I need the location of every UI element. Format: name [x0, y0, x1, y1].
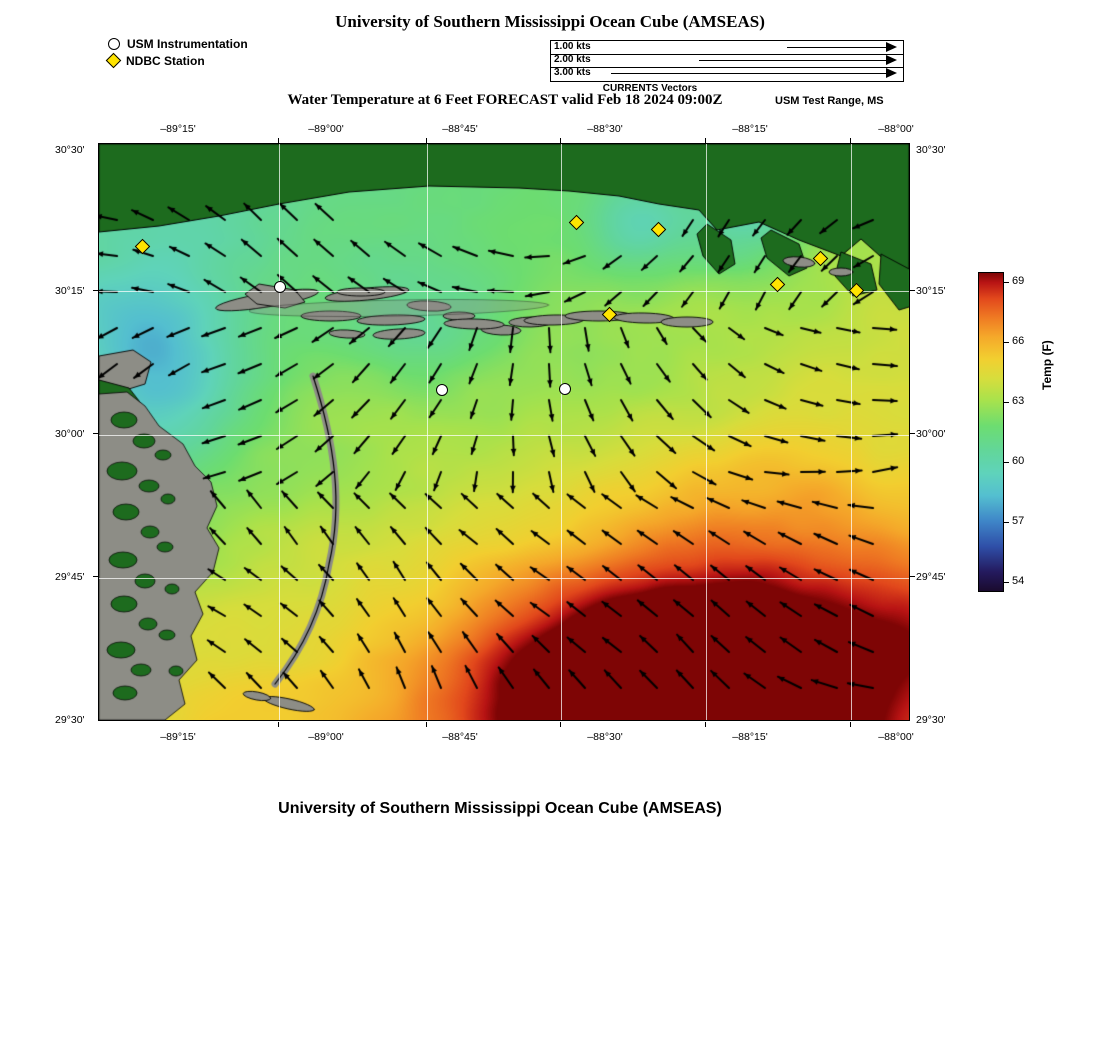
- vector-key-arrow-2: [886, 55, 897, 65]
- vector-key-arrow-1: [886, 42, 897, 52]
- axis-tick-bottom: [705, 722, 706, 727]
- axis-label-y-left: 30°15': [55, 285, 85, 297]
- usm-instrumentation-marker[interactable]: [274, 281, 286, 293]
- gridline-vertical: [851, 144, 852, 720]
- legend-label-ndbc: NDBC Station: [126, 53, 205, 68]
- map-plot-area[interactable]: [98, 143, 910, 721]
- gridline-vertical: [427, 144, 428, 720]
- colorbar-label: 54: [1012, 575, 1025, 587]
- axis-tick-right: [910, 433, 915, 434]
- page-title: University of Southern Mississippi Ocean Cube (AMSEAS): [335, 12, 765, 31]
- gridline-horizontal: [99, 578, 909, 579]
- axis-tick-bottom: [426, 722, 427, 727]
- axis-label-x-top: ‒88°30': [587, 123, 623, 135]
- colorbar-tick: [1004, 522, 1009, 523]
- axis-label-y-left: 29°45': [55, 571, 85, 583]
- temperature-colorbar: [978, 272, 1054, 592]
- axis-tick-left: [93, 433, 98, 434]
- axis-tick-bottom: [850, 722, 851, 727]
- gridline-vertical: [706, 144, 707, 720]
- axis-tick-bottom: [278, 722, 279, 727]
- axis-label-y-left: 30°30': [55, 144, 85, 156]
- axis-tick-top: [560, 138, 561, 143]
- footer-title: University of Southern Mississippi Ocean Cube (AMSEAS): [278, 800, 722, 817]
- axis-tick-left: [93, 290, 98, 291]
- colorbar-label: 69: [1012, 275, 1025, 287]
- axis-label-x-bottom: ‒88°45': [442, 731, 478, 743]
- legend-item-usm: [108, 36, 358, 51]
- axis-label-y-right: 29°30': [916, 714, 946, 726]
- axis-label-x-bottom: ‒88°15': [732, 731, 768, 743]
- axis-label-x-bottom: ‒89°00': [308, 731, 344, 743]
- map-legend: [108, 36, 358, 70]
- temperature-field-canvas: [99, 144, 909, 720]
- circle-marker-icon: [108, 38, 120, 50]
- gridline-horizontal: [99, 291, 909, 292]
- currents-vector-key: [550, 40, 904, 82]
- colorbar-tick: [1004, 462, 1009, 463]
- colorbar-label: 66: [1012, 335, 1025, 347]
- vector-key-line-3: [611, 73, 887, 74]
- diamond-marker-icon: [106, 53, 122, 69]
- axis-tick-top: [705, 138, 706, 143]
- colorbar-tick: [1004, 402, 1009, 403]
- axis-label-x-bottom: ‒89°15': [160, 731, 196, 743]
- usm-instrumentation-marker[interactable]: [436, 384, 448, 396]
- axis-label-y-right: 30°30': [916, 144, 946, 156]
- vector-key-line-1: [787, 47, 887, 48]
- axis-tick-right: [910, 576, 915, 577]
- usm-instrumentation-marker[interactable]: [559, 383, 571, 395]
- vector-key-label-2: 2.00 kts: [554, 54, 591, 65]
- axis-label-x-top: ‒88°00': [878, 123, 914, 135]
- gridline-horizontal: [99, 435, 909, 436]
- map-subtitle: Water Temperature at 6 Feet FORECAST valid Feb 18 2024 09:00Z: [287, 92, 723, 108]
- colorbar-title: Temp (F): [1040, 340, 1054, 390]
- axis-label-x-top: ‒88°45': [442, 123, 478, 135]
- currents-vectors-caption: CURRENTS Vectors: [602, 83, 698, 94]
- colorbar-label: 63: [1012, 395, 1025, 407]
- vector-key-label-1: 1.00 kts: [554, 41, 591, 52]
- legend-item-ndbc: [108, 53, 358, 68]
- axis-tick-right: [910, 290, 915, 291]
- colorbar-tick: [1004, 582, 1009, 583]
- vector-key-line-2: [699, 60, 887, 61]
- axis-label-y-left: 30°00': [55, 428, 85, 440]
- colorbar-tick: [1004, 342, 1009, 343]
- axis-tick-left: [93, 576, 98, 577]
- axis-label-x-bottom: ‒88°30': [587, 731, 623, 743]
- axis-label-x-bottom: ‒88°00': [878, 731, 914, 743]
- legend-label-usm: USM Instrumentation: [127, 36, 248, 51]
- axis-label-y-right: 29°45': [916, 571, 946, 583]
- axis-tick-bottom: [560, 722, 561, 727]
- axis-label-y-right: 30°00': [916, 428, 946, 440]
- vector-key-label-3: 3.00 kts: [554, 67, 591, 78]
- vector-key-row-2: [551, 54, 903, 68]
- axis-label-y-left: 29°30': [55, 714, 85, 726]
- vector-key-row-1: [551, 41, 903, 55]
- axis-label-y-right: 30°15': [916, 285, 946, 297]
- axis-label-x-top: ‒89°15': [160, 123, 196, 135]
- region-label: USM Test Range, MS: [775, 95, 884, 107]
- axis-label-x-top: ‒88°15': [732, 123, 768, 135]
- axis-tick-top: [850, 138, 851, 143]
- vector-key-row-3: [551, 67, 903, 80]
- vector-key-arrow-3: [886, 68, 897, 78]
- axis-tick-top: [278, 138, 279, 143]
- colorbar-tick: [1004, 282, 1009, 283]
- colorbar-gradient: [978, 272, 1004, 592]
- axis-tick-top: [426, 138, 427, 143]
- axis-label-x-top: ‒89°00': [308, 123, 344, 135]
- gridline-vertical: [279, 144, 280, 720]
- colorbar-label: 57: [1012, 515, 1025, 527]
- colorbar-label: 60: [1012, 455, 1025, 467]
- gridline-vertical: [561, 144, 562, 720]
